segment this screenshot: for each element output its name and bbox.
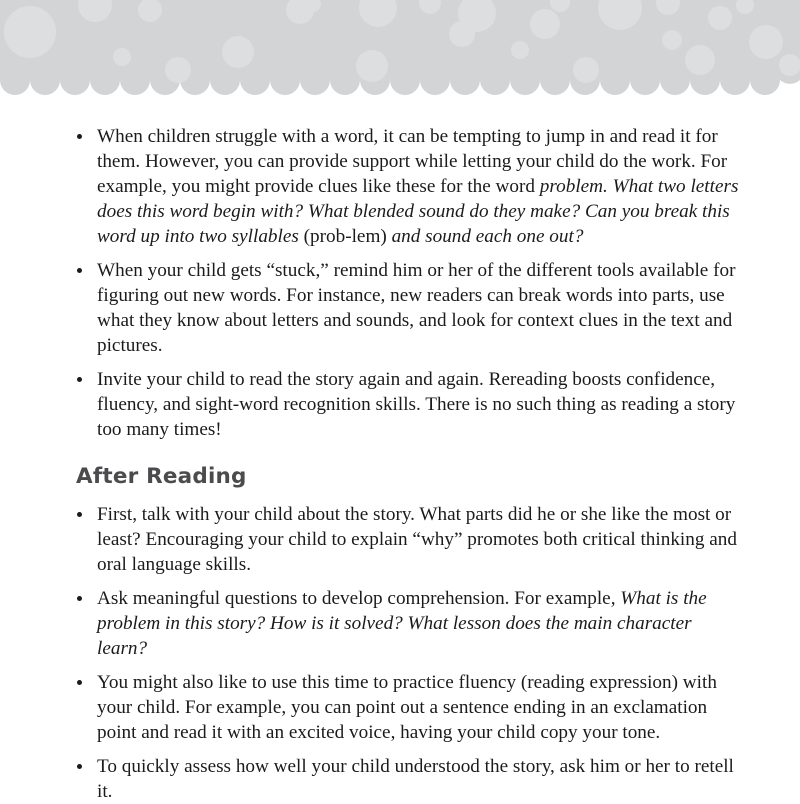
decorative-header-band xyxy=(0,0,800,96)
before-reading-tip-list xyxy=(76,124,745,442)
list-item xyxy=(76,586,745,661)
bubble-decoration xyxy=(779,54,800,76)
bubble-decoration xyxy=(165,57,191,83)
list-item-text xyxy=(97,369,735,440)
bubble-decoration xyxy=(662,30,682,50)
bubble-decoration xyxy=(530,9,560,39)
header-graphic xyxy=(0,0,800,96)
bubble-decoration xyxy=(708,6,732,30)
bullet-dot-icon xyxy=(77,512,82,517)
scalloped-band-shape xyxy=(0,0,800,95)
body-text: Ask meaningful questions to develop comprehension. For example, xyxy=(97,588,621,609)
list-item xyxy=(76,367,745,442)
emphasis-text: What is the problem in this story? How is it solved? What lesson does the main character learn? xyxy=(97,588,707,659)
header-band-fill xyxy=(0,0,800,95)
bullet-dot-icon xyxy=(77,377,82,382)
bubble-decoration xyxy=(4,6,56,58)
bullet-dot-icon xyxy=(77,764,82,769)
list-item xyxy=(76,124,745,249)
after-reading-tip-list xyxy=(76,502,745,804)
list-item-text xyxy=(97,260,736,356)
list-item-text xyxy=(97,672,717,743)
page-title: After Reading xyxy=(76,464,247,489)
body-text: When your child gets “stuck,” remind him or her of the different tools available for figuring out new words. For instance, new readers can break words into parts, use what they know about letters and sounds, and look for context clues in the text and pictures. xyxy=(97,260,736,356)
bullet-dot-icon xyxy=(77,596,82,601)
list-item xyxy=(76,502,745,577)
page-content xyxy=(0,96,800,804)
list-item-text xyxy=(97,126,738,247)
body-text: To quickly assess how well your child understood the story, ask him or her to retell it. xyxy=(97,756,734,802)
bullet-dot-icon xyxy=(77,268,82,273)
body-text: Invite your child to read the story again and again. Rereading boosts confidence, fluency, and sight-word recognition skills. There is no such thing as reading a story too many times! xyxy=(97,369,736,440)
bubble-decoration xyxy=(356,50,388,82)
bubble-decoration xyxy=(685,45,715,75)
emphasis-text: and sound each one out? xyxy=(386,226,584,247)
bullet-dot-icon xyxy=(77,134,82,139)
body-text: When children struggle with a word, it can be tempting to jump in and read it for them. However, you can provide support while letting your child do the work. For example, you might provide clues like these for the word xyxy=(97,126,728,197)
bubble-decoration xyxy=(222,36,254,68)
content-column xyxy=(0,96,800,804)
bullet-dot-icon xyxy=(77,680,82,685)
list-item-text xyxy=(97,588,707,659)
list-item-text xyxy=(97,756,734,802)
emphasis-text: problem. What two letters does this word begin with? What blended sound do they make? Can you break this word up into two syllables xyxy=(97,176,739,247)
list-item xyxy=(76,754,745,804)
bubble-decoration xyxy=(749,25,783,59)
list-item xyxy=(76,670,745,745)
body-text: You might also like to use this time to practice fluency (reading expression) with your child. For example, you can point out a sentence ending in an exclamation point and read it with an excited voice, having your child copy your tone. xyxy=(97,672,717,743)
bubble-decoration xyxy=(573,57,599,83)
body-text: (prob-lem) xyxy=(303,226,387,247)
bubble-decoration xyxy=(113,48,131,66)
body-text: First, talk with your child about the story. What parts did he or she like the most or least? Encouraging your child to explain “why” promotes both critical thinking and oral language skills. xyxy=(97,504,737,575)
list-item-text xyxy=(97,504,737,575)
bubble-decoration xyxy=(511,41,529,59)
list-item xyxy=(76,258,745,358)
